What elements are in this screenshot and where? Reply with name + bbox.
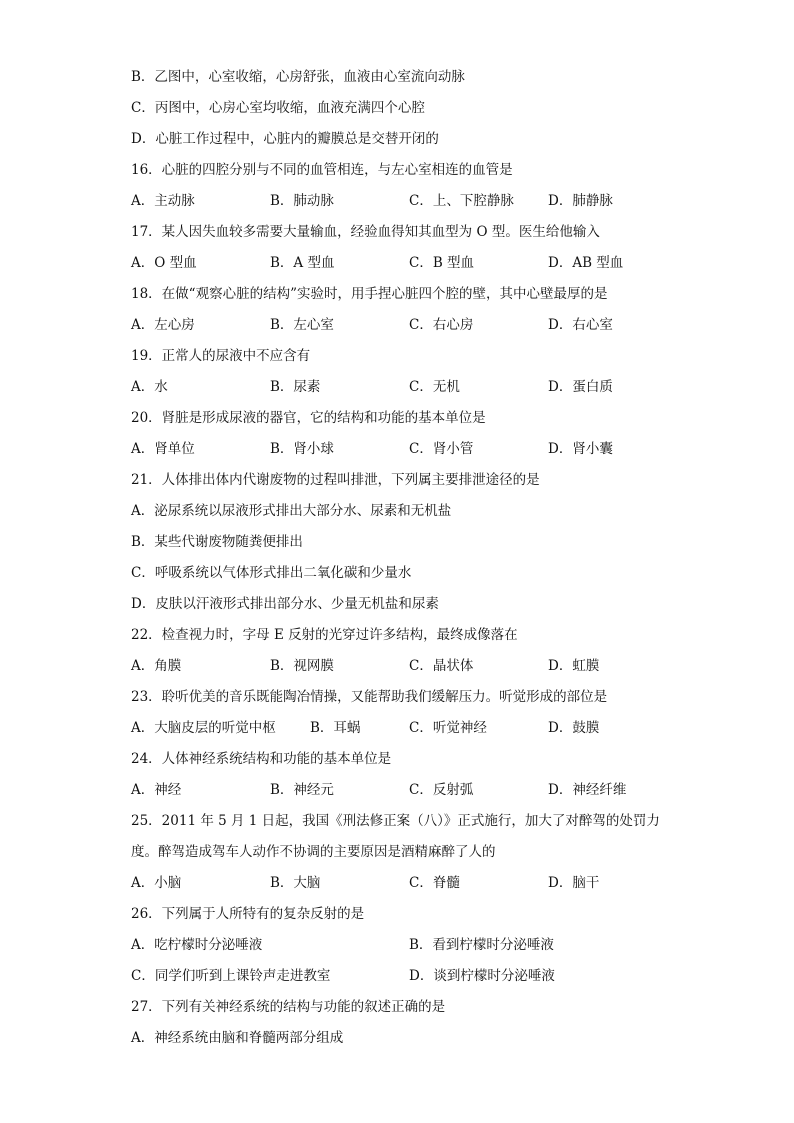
answer-option: D．肾小囊 [548,441,613,457]
text-line: 26．下列属于人所特有的复杂反射的是 [131,906,365,922]
answer-option: A．主动脉 [131,193,195,209]
text-line: B．乙图中，心室收缩，心房舒张，血液由心室流向动脉 [131,69,465,85]
text-line: 25．2011 年 5 月 1 日起，我国《刑法修正案（八）》正式施行，加大了对醉驾的处罚力 [131,813,660,829]
answer-option: B．左心室 [270,317,334,333]
options-row [131,378,691,396]
options-row [131,192,691,210]
answer-option: B．大脑 [270,875,321,891]
answer-option: C．B 型血 [409,255,475,271]
text-line: D．心脏工作过程中，心脏内的瓣膜总是交替开闭的 [131,131,439,147]
answer-option: A．吃柠檬时分泌唾液 [131,937,263,953]
text-line: 18．在做“观察心脏的结构”实验时，用手捏心脏四个腔的壁，其中心壁最厚的是 [131,286,608,302]
answer-option: B．肺动脉 [270,193,334,209]
answer-option: B．神经元 [270,782,334,798]
answer-option: B．尿素 [270,379,321,395]
options-row [131,657,691,675]
options-row [131,719,691,737]
text-line: 24．人体神经系统结构和功能的基本单位是 [131,751,392,767]
answer-option: C．反射弧 [409,782,474,798]
answer-option: D．肺静脉 [548,193,613,209]
answer-option: B．耳蜗 [310,720,361,736]
answer-option: A．小脑 [131,875,182,891]
answer-option: A．水 [131,379,168,395]
answer-option: A．左心房 [131,317,195,333]
text-line: 19．正常人的尿液中不应含有 [131,348,311,364]
answer-option: A．肾单位 [131,441,195,457]
text-line: D．皮肤以汗液形式排出部分水、少量无机盐和尿素 [131,596,439,612]
text-line: 22．检查视力时，字母 E 反射的光穿过许多结构，最终成像落在 [131,627,518,643]
options-row [131,781,691,799]
answer-option: C．听觉神经 [409,720,487,736]
text-line: 度。醉驾造成驾车人动作不协调的主要原因是酒精麻醉了人的 [131,844,496,860]
answer-option: B．看到柠檬时分泌唾液 [409,937,554,953]
options-row [131,967,691,985]
answer-option: B．肾小球 [270,441,334,457]
options-row [131,936,691,954]
answer-option: C．上、下腔静脉 [409,193,514,209]
options-row [131,316,691,334]
text-line: 27．下列有关神经系统的结构与功能的叙述正确的是 [131,999,446,1015]
answer-option: D．AB 型血 [548,255,624,271]
text-line: C．丙图中，心房心室均收缩，血液充满四个心腔 [131,100,425,116]
answer-option: A．神经 [131,782,182,798]
text-line: A．泌尿系统以尿液形式排出大部分水、尿素和无机盐 [131,503,452,519]
text-line: 23．聆听优美的音乐既能陶冶情操，又能帮助我们缓解压力。听觉形成的部位是 [131,689,608,705]
text-line: C．呼吸系统以气体形式排出二氧化碳和少量水 [131,565,412,581]
answer-option: A．角膜 [131,658,182,674]
answer-option: D．谈到柠檬时分泌唾液 [409,968,555,984]
answer-option: C．肾小管 [409,441,474,457]
answer-option: D．脑干 [548,875,600,891]
text-line: 17．某人因失血较多需要大量输血，经验血得知其血型为 O 型。医生给他输入 [131,224,600,240]
text-line: B．某些代谢废物随粪便排出 [131,534,303,550]
text-line: 21．人体排出体内代谢废物的过程叫排泄，下列属主要排泄途径的是 [131,472,540,488]
answer-option: C．同学们听到上课铃声走进教室 [131,968,331,984]
options-row [131,440,691,458]
options-row [131,254,691,272]
answer-option: A．O 型血 [131,255,197,271]
answer-option: C．脊髓 [409,875,460,891]
options-row [131,874,691,892]
text-line: 20．肾脏是形成尿液的器官，它的结构和功能的基本单位是 [131,410,486,426]
text-line: 16．心脏的四腔分别与不同的血管相连，与左心室相连的血管是 [131,162,513,178]
answer-option: D．虹膜 [548,658,600,674]
answer-option: D．蛋白质 [548,379,613,395]
answer-option: D．鼓膜 [548,720,600,736]
answer-option: A．大脑皮层的听觉中枢 [131,720,276,736]
answer-option: D．神经纤维 [548,782,627,798]
text-line: A．神经系统由脑和脊髓两部分组成 [131,1030,344,1046]
answer-option: B．A 型血 [270,255,335,271]
answer-option: D．右心室 [548,317,613,333]
answer-option: C．无机 [409,379,460,395]
answer-option: B．视网膜 [270,658,334,674]
answer-option: C．右心房 [409,317,474,333]
answer-option: C．晶状体 [409,658,474,674]
